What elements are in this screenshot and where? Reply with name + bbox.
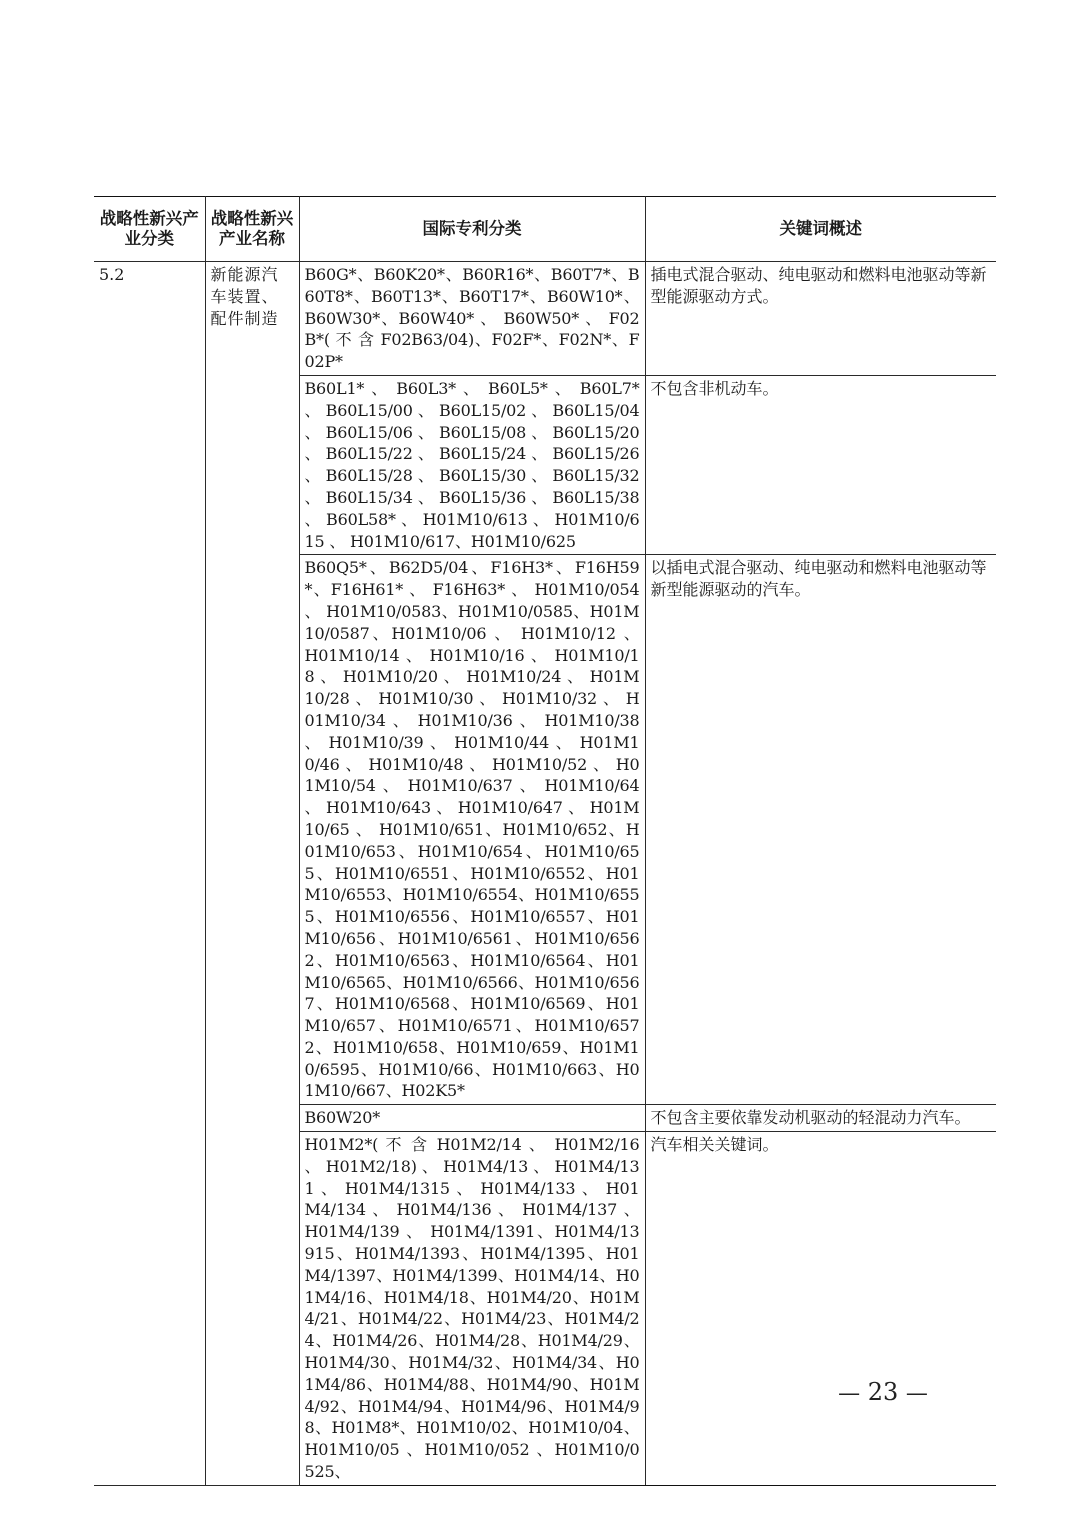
keywords-cell: 插电式混合驱动、纯电驱动和燃料电池驱动等新型能源驱动方式。 bbox=[645, 262, 996, 376]
table-row bbox=[94, 262, 996, 376]
keywords-cell: 不包含主要依靠发动机驱动的轻混动力汽车。 bbox=[645, 1105, 996, 1132]
header-keyword-overview: 关键词概述 bbox=[645, 197, 996, 262]
page-dash-right: — bbox=[905, 1381, 928, 1406]
ipc-codes-cell: B60Q5*、B62D5/04、F16H3*、F16H59*、F16H61* 、 F16H63* 、 H01M10/054 、 H01M10/0583、H01M10/0585、H01M10/0587、H01M10/06 、 H01M10/12 、 H01M10/14 、 H01M10/16 、 H01M10/18 、 H01M10/20 、 H01M10/24 、 H01M10/28 、 H01M10/30 、 H01M10/32 、 H01M10/34 、 H01M10/36 、 H01M10/38 、 H01M10/39 、 H01M10/44 、 H01M10/46 、 H01M10/48 、 H01M10/52 、 H01M10/54 、 H01M10/637 、 H01M10/64 、 H01M10/643 、 H01M10/647 、 H01M10/65 、 H01M10/651、H01M10/652、H01M10/653、H01M10/654、H01M10/655、H01M10/6551、H01M10/6552、H01M10/6553、H01M10/6554、H01M10/6555、H01M10/6556、H01M10/6557、H01M10/656、H01M10/6561、H01M10/6562、H01M10/6563、H01M10/6564、H01M10/6565、H01M10/6566、H01M10/6567、H01M10/6568、H01M10/6569、H01M10/657、H01M10/6571、H01M10/6572、H01M10/658、H01M10/659、H01M10/6595、H01M10/66、H01M10/663、H01M10/667、H02K5* bbox=[299, 555, 645, 1105]
classification-table bbox=[94, 196, 996, 1486]
industry-name-cell: 新能源汽车装置、配件制造 bbox=[205, 262, 299, 1486]
keywords-cell: 以插电式混合驱动、纯电驱动和燃料电池驱动等新型能源驱动的汽车。 bbox=[645, 555, 996, 1105]
header-industry-category: 战略性新兴产业分类 bbox=[94, 197, 205, 262]
ipc-codes-cell: B60G*、B60K20*、B60R16*、B60T7*、B60T8*、B60T13*、B60T17*、B60W10*、B60W30*、B60W40* 、 B60W50* 、 F02B*( 不 含 F02B63/04)、F02F*、F02N*、F02P* bbox=[299, 262, 645, 376]
ipc-codes-cell: B60W20* bbox=[299, 1105, 645, 1132]
keywords-cell: 不包含非机动车。 bbox=[645, 375, 996, 554]
ipc-codes-cell: B60L1* 、 B60L3* 、 B60L5* 、 B60L7* 、 B60L15/00 、 B60L15/02 、 B60L15/04 、 B60L15/06 、 B60L15/08 、 B60L15/20 、 B60L15/22 、 B60L15/24 、 B60L15/26 、 B60L15/28 、 B60L15/30 、 B60L15/32 、 B60L15/34 、 B60L15/36 、 B60L15/38 、 B60L58* 、 H01M10/613 、 H01M10/615 、 H01M10/617、H01M10/625 bbox=[299, 375, 645, 554]
category-code-cell: 5.2 bbox=[94, 262, 205, 1486]
header-industry-name: 战略性新兴产业名称 bbox=[205, 197, 299, 262]
page-number bbox=[833, 1378, 933, 1406]
keywords-cell: 汽车相关关键词。 bbox=[645, 1132, 996, 1486]
page-number-value: 23 bbox=[867, 1378, 899, 1406]
page-dash-left: — bbox=[838, 1381, 861, 1406]
ipc-codes-cell: H01M2*( 不 含 H01M2/14 、 H01M2/16 、 H01M2/18) 、 H01M4/13 、 H01M4/131 、 H01M4/1315 、 H01M4/133 、 H01M4/134 、 H01M4/136 、 H01M4/137 、 H01M4/139 、 H01M4/1391、H01M4/13915、H01M4/1393、H01M4/1395、H01M4/1397、H01M4/1399、H01M4/14、H01M4/16、H01M4/18、H01M4/20、H01M4/21、H01M4/22、H01M4/23、H01M4/24、H01M4/26、H01M4/28、H01M4/29、H01M4/30、H01M4/32、H01M4/34、H01M4/86、H01M4/88、H01M4/90、H01M4/92、H01M4/94、H01M4/96、H01M4/98、H01M8*、H01M10/02、H01M10/04、H01M10/05 、H01M10/052 、H01M10/0525、 bbox=[299, 1132, 645, 1486]
header-ipc-classification: 国际专利分类 bbox=[299, 197, 645, 262]
table-header-row bbox=[94, 197, 996, 262]
